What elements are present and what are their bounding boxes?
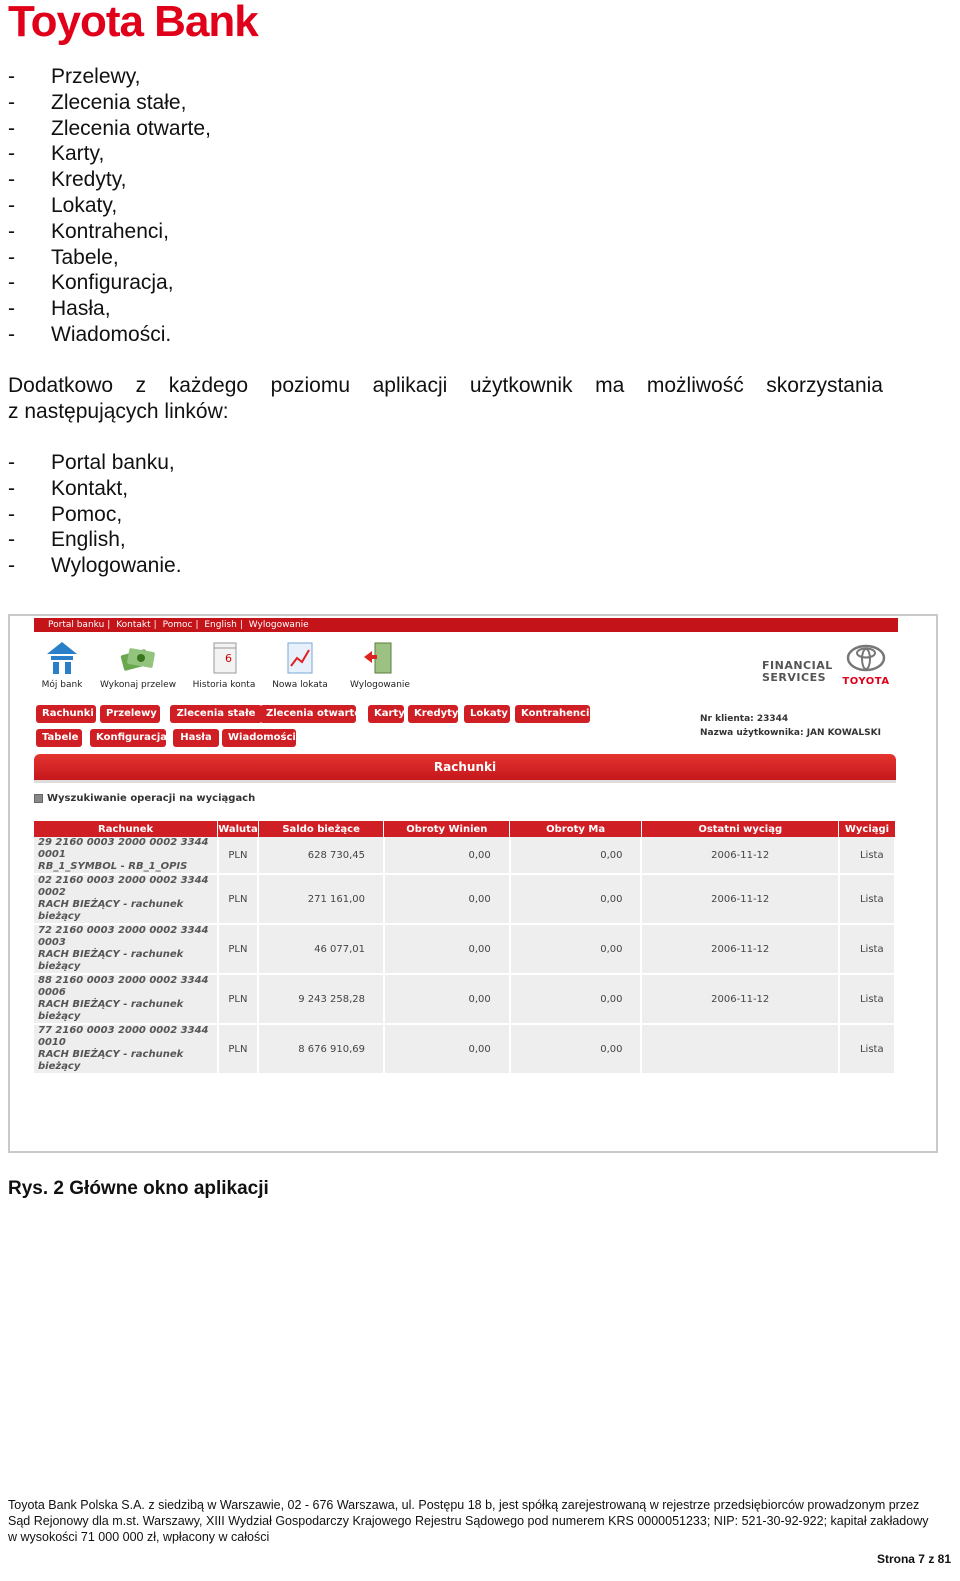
col-waluta: Waluta bbox=[218, 821, 259, 837]
bank-icon bbox=[43, 640, 81, 676]
menu-zlecenia-otwarte[interactable]: Zlecenia otwarte bbox=[260, 705, 356, 723]
page-number: Strona 7 z 81 bbox=[876, 1552, 951, 1566]
list-item: - Portal banku, bbox=[8, 451, 175, 474]
link-pomoc[interactable]: Pomoc bbox=[162, 620, 193, 630]
calendar-icon bbox=[205, 640, 243, 676]
list-item: - Tabele, bbox=[8, 245, 119, 269]
col-saldo: Saldo bieżące bbox=[258, 821, 384, 837]
link-portal[interactable]: Portal banku bbox=[48, 620, 105, 630]
menu-kontrahenci[interactable]: Kontrahenci bbox=[515, 705, 590, 723]
col-obroty-ma: Obroty Ma bbox=[510, 821, 642, 837]
list-item: - Konfiguracja, bbox=[8, 271, 174, 295]
expand-icon bbox=[34, 794, 43, 803]
menu-wiadomosci[interactable]: Wiadomości bbox=[222, 729, 296, 747]
lista-link[interactable]: Lista bbox=[839, 874, 895, 924]
list-item: - English, bbox=[8, 528, 126, 552]
table-row: 88 2160 0003 2000 0002 3344 0006 RACH BIEŻĄCY - rachunek bieżący PLN 9 243 258,28 0,00 0,00 2006-11-12 Lista bbox=[34, 974, 895, 1024]
accounts-table bbox=[34, 821, 896, 1075]
legal-footer: Toyota Bank Polska S.A. z siedzibą w Warszawie, 02 - 676 Warszawa, ul. Postępu 18 b, jest spółką zarejestrowaną w rejestrze przedsiębiorców prowadzonym przez Sąd Rejonowy dla m.st. Warszawy, XIII Wydział Gospodarczy Krajowego Rejestru Sądowego pod numerem KRS 0000051233; NIP: 521-30-92-922; kapitał zakładowy w wysokości 71 000 000 zł, wpłacony w całości bbox=[8, 1498, 929, 1544]
list-item: - Przelewy, bbox=[8, 65, 141, 88]
lista-link[interactable]: Lista bbox=[839, 924, 895, 974]
menu-hasla[interactable]: Hasła bbox=[173, 729, 219, 747]
menu-zlecenia-stale[interactable]: Zlecenia stałe bbox=[170, 705, 262, 723]
quick-history[interactable]: 6 Historia konta bbox=[184, 640, 264, 690]
menu-karty[interactable]: Karty bbox=[368, 705, 404, 723]
list-item: - Kontakt, bbox=[8, 476, 129, 500]
table-row: 29 2160 0003 2000 0002 3344 0001 RB_1_SYMBOL - RB_1_OPIS PLN 628 730,45 0,00 0,00 2006-11-12 Lista bbox=[34, 837, 895, 874]
toyota-bank-logo: Toyota Bank bbox=[8, 0, 258, 46]
table-row: 72 2160 0003 2000 0002 3344 0003 RACH BIEŻĄCY - rachunek bieżący PLN 46 077,01 0,00 0,00 2006-11-12 Lista bbox=[34, 924, 895, 974]
col-rachunek: Rachunek bbox=[34, 821, 218, 837]
search-operations-link[interactable]: Wyszukiwanie operacji na wyciągach bbox=[34, 793, 255, 804]
list-item: - Karty, bbox=[8, 142, 105, 166]
list-item: - Wylogowanie. bbox=[8, 554, 182, 578]
list-item: - Zlecenia stałe, bbox=[8, 90, 187, 114]
menu-tabele[interactable]: Tabele bbox=[36, 729, 82, 747]
toyota-emblem-icon bbox=[846, 644, 886, 672]
menu-lokaty[interactable]: Lokaty bbox=[464, 705, 510, 723]
list-item: - Pomoc, bbox=[8, 502, 123, 526]
col-obroty-winien: Obroty Winien bbox=[384, 821, 510, 837]
link-kontakt[interactable]: Kontakt bbox=[116, 620, 151, 630]
chart-icon bbox=[281, 640, 319, 676]
link-english[interactable]: English bbox=[204, 620, 237, 630]
col-wyciagi: Wyciągi bbox=[839, 821, 895, 837]
toyota-emblem: TOYOTA bbox=[840, 644, 892, 687]
quick-logout[interactable]: Wylogowanie bbox=[340, 640, 420, 690]
door-exit-icon bbox=[361, 640, 399, 676]
link-wylogowanie[interactable]: Wylogowanie bbox=[248, 620, 309, 630]
list-item: - Lokaty, bbox=[8, 193, 118, 217]
quick-transfer[interactable]: Wykonaj przelew bbox=[98, 640, 178, 690]
table-row: 02 2160 0003 2000 0002 3344 0002 RACH BIEŻĄCY - rachunek bieżący PLN 271 161,00 0,00 0,00 2006-11-12 Lista bbox=[34, 874, 895, 924]
lista-link[interactable]: Lista bbox=[839, 1024, 895, 1074]
app-screenshot bbox=[8, 614, 938, 1153]
lista-link[interactable]: Lista bbox=[839, 837, 895, 874]
money-icon bbox=[119, 640, 157, 676]
quick-my-bank[interactable]: Mój bank bbox=[22, 640, 102, 690]
menu-przelewy[interactable]: Przelewy bbox=[100, 705, 160, 723]
financial-services-label: FINANCIAL SERVICES bbox=[762, 659, 833, 684]
top-link-bar: Portal banku | Kontakt | Pomoc | English | Wylogowanie bbox=[34, 618, 898, 632]
client-info: Nr klienta: 23344 Nazwa użytkownika: JAN KOWALSKI bbox=[700, 714, 881, 738]
figure-caption: Rys. 2 Główne okno aplikacji bbox=[8, 1178, 269, 1199]
intro-paragraph: Dodatkowo z każdego poziomu aplikacji użytkownik ma możliwość skorzystania z następujących linków: bbox=[8, 374, 883, 423]
list-item: - Wiadomości. bbox=[8, 322, 172, 346]
links-list bbox=[8, 450, 182, 579]
svg-text:6: 6 bbox=[225, 652, 232, 665]
table-row: 77 2160 0003 2000 0002 3344 0010 RACH BIEŻĄCY - rachunek bieżący PLN 8 676 910,69 0,00 0,00 Lista bbox=[34, 1024, 895, 1074]
menu-rachunki[interactable]: Rachunki bbox=[36, 705, 96, 723]
col-ostatni-wyciag: Ostatni wyciąg bbox=[641, 821, 839, 837]
list-item: - Kontrahenci, bbox=[8, 219, 169, 243]
list-item: - Kredyty, bbox=[8, 168, 127, 192]
menu-kredyty[interactable]: Kredyty bbox=[408, 705, 458, 723]
quick-new-deposit[interactable]: Nowa lokata bbox=[260, 640, 340, 690]
section-title: Rachunki bbox=[34, 754, 896, 780]
list-item: - Hasła, bbox=[8, 297, 111, 321]
feature-list bbox=[8, 64, 211, 348]
list-item: - Zlecenia otwarte, bbox=[8, 116, 211, 140]
menu-konfiguracja[interactable]: Konfiguracja bbox=[90, 729, 166, 747]
lista-link[interactable]: Lista bbox=[839, 974, 895, 1024]
